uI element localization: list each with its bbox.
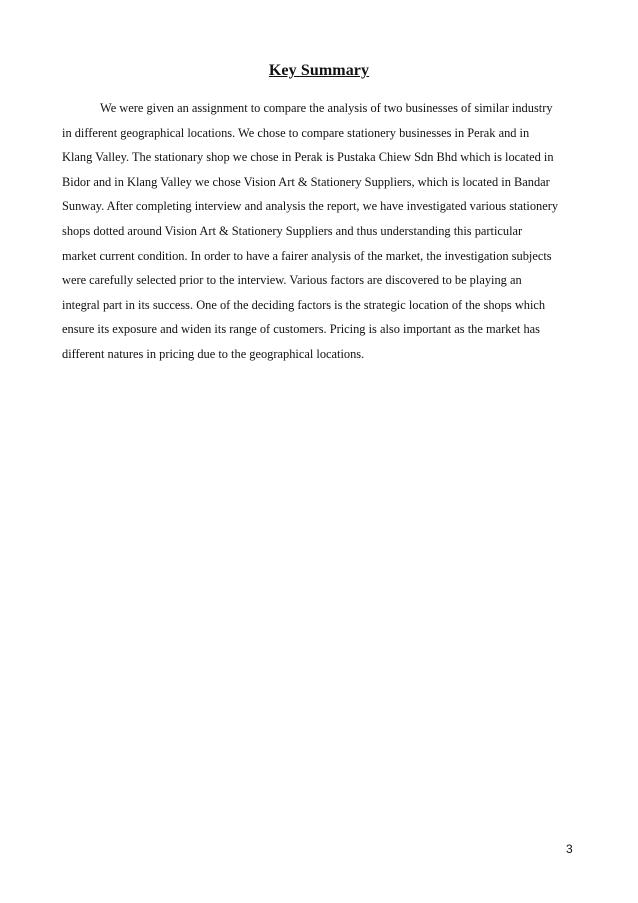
paragraph-line: ensure its exposure and widen its range of customers. Pricing is also important as the market has xyxy=(62,322,540,337)
paragraph-line: Klang Valley. The stationary shop we chose in Perak is Pustaka Chiew Sdn Bhd which is located in xyxy=(62,150,554,165)
paragraph-line: different natures in pricing due to the geographical locations. xyxy=(62,346,365,361)
paragraph-line: We were given an assignment to compare the analysis of two businesses of similar industry xyxy=(100,101,553,115)
paragraph-line: market current condition. In order to have a fairer analysis of the market, the investigation subjects xyxy=(62,248,552,263)
paragraph-line: Bidor and in Klang Valley we chose Vision Art & Stationery Suppliers, which is located in Bandar xyxy=(62,174,550,189)
paragraph-line: integral part in its success. One of the deciding factors is the strategic location of the shops which xyxy=(62,297,546,312)
paragraph-line: Sunway. After completing interview and analysis the report, we have investigated various stationery xyxy=(62,199,559,214)
paragraph-line: in different geographical locations. We chose to compare stationery businesses in Perak and in xyxy=(62,125,530,140)
page-number: 3 xyxy=(566,842,573,856)
page-title: Key Summary xyxy=(268,62,370,79)
paragraph-line: were carefully selected prior to the interview. Various factors are discovered to be playing an xyxy=(62,273,522,288)
summary-paragraph xyxy=(62,96,582,367)
paragraph-line: shops dotted around Vision Art & Stationery Suppliers and thus understanding this particular xyxy=(62,223,523,238)
